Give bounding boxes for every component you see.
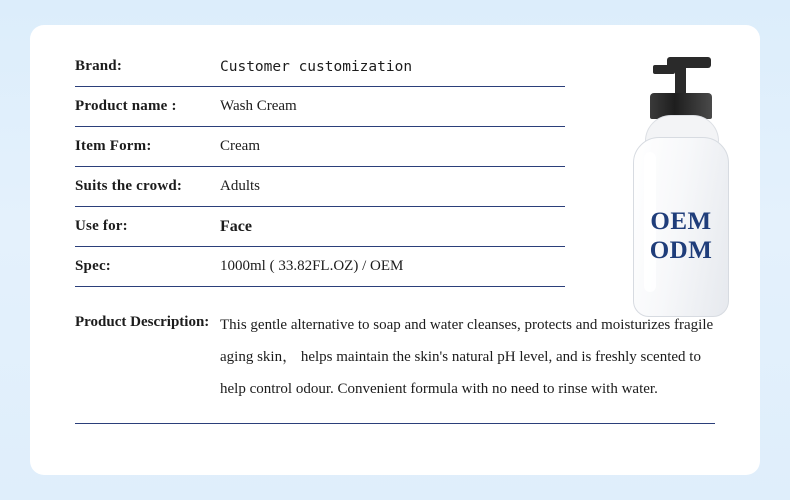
spec-value: Customer customization	[220, 58, 413, 75]
pump-spout-icon	[653, 65, 675, 74]
pump-bottle-illustration	[615, 57, 755, 322]
table-row	[75, 87, 565, 127]
product-description-text: This gentle alternative to soap and water cleanses, protects and moisturizes fragile aging skin， helps maintain the skin's natural pH level, and is freshly scented to help control odour. Convenient formula with no need to rinse with water.	[220, 317, 714, 397]
spec-table	[75, 47, 565, 287]
spec-label: Spec:	[75, 258, 111, 274]
bottle-label-text	[633, 207, 729, 265]
product-info-card	[30, 25, 760, 475]
table-row	[75, 247, 565, 287]
spec-label: Brand:	[75, 58, 123, 74]
bottle-label-line-2: ODM	[649, 237, 713, 264]
table-row	[75, 167, 565, 207]
spec-value: Wash Cream	[220, 98, 297, 114]
spec-label: Suits the crowd:	[75, 178, 183, 194]
pump-neck-icon	[675, 68, 686, 94]
spec-value: 1000ml ( 33.82FL.OZ) / OEM	[220, 258, 404, 274]
card-content	[75, 47, 715, 457]
table-row	[75, 127, 565, 167]
product-description-label: Product Description:	[75, 314, 210, 330]
spec-label: Product name :	[75, 98, 177, 114]
spec-value: Adults	[220, 178, 261, 194]
spec-label: Use for:	[75, 218, 128, 234]
spec-label: Item Form:	[75, 138, 152, 154]
spec-value: Cream	[220, 138, 260, 154]
table-row	[75, 207, 565, 247]
table-row	[75, 47, 565, 87]
bottle-label-line-1: OEM	[650, 208, 712, 235]
spec-value: Face	[220, 217, 252, 235]
